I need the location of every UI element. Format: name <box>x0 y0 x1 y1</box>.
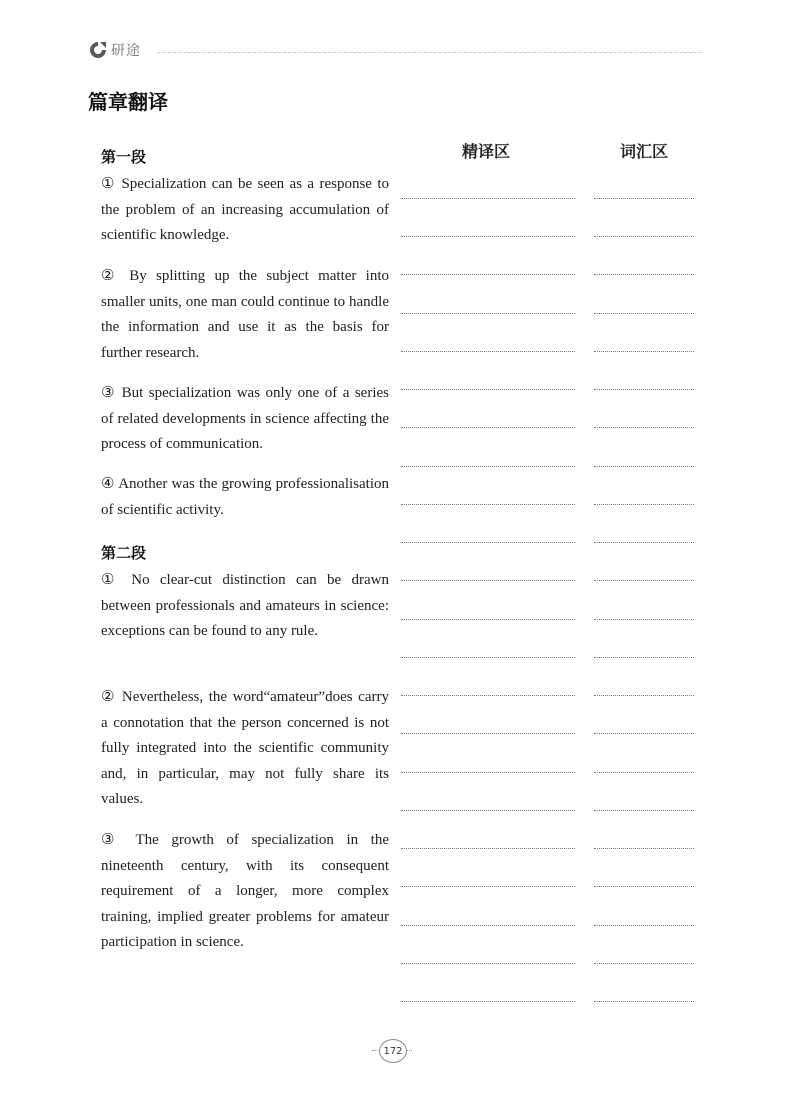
cihui-line[interactable] <box>594 772 694 773</box>
jingyi-line[interactable] <box>401 236 575 237</box>
cihui-line[interactable] <box>594 198 694 199</box>
paragraph-2-sentence-2: ② Nevertheless, the word“amateur”does carry a connotation that the person concerned is not fully integrated into the scientific community and, in particular, may not fully share its values. <box>101 689 389 808</box>
cihui-line[interactable] <box>594 886 694 887</box>
cihui-line[interactable] <box>594 427 694 428</box>
page-number: 172 <box>379 1039 407 1063</box>
cihui-line[interactable] <box>594 733 694 734</box>
jingyi-line[interactable] <box>401 848 575 849</box>
jingyi-line[interactable] <box>401 542 575 543</box>
cihui-line[interactable] <box>594 925 694 926</box>
cihui-line[interactable] <box>594 963 694 964</box>
page-header <box>88 40 702 64</box>
paragraph-1-sentence-4: ④ Another was the growing professionalisation of scientific activity. <box>101 476 389 518</box>
paragraph-1-sentence-1: ① Specialization can be seen as a response to the problem of an increasing accumulation of scientific knowledge. <box>101 176 389 244</box>
jingyi-line[interactable] <box>401 810 575 811</box>
cihui-line[interactable] <box>594 504 694 505</box>
jingyi-line[interactable] <box>401 1001 575 1002</box>
header-divider <box>158 52 702 53</box>
brand-logo-icon <box>88 40 108 60</box>
cihui-line[interactable] <box>594 810 694 811</box>
cihui-line[interactable] <box>594 1001 694 1002</box>
jingyi-line[interactable] <box>401 580 575 581</box>
cihui-line[interactable] <box>594 580 694 581</box>
paragraph-2-sentence-1: ① No clear-cut distinction can be drawn between professionals and amateurs in science: exceptions can be found to any rule. <box>101 572 389 640</box>
jingyi-line[interactable] <box>401 925 575 926</box>
cihui-line[interactable] <box>594 657 694 658</box>
paragraph-2-heading: 第二段 <box>101 544 147 562</box>
jingyi-line[interactable] <box>401 389 575 390</box>
cihui-line[interactable] <box>594 313 694 314</box>
jingyi-line[interactable] <box>401 963 575 964</box>
cihui-line[interactable] <box>594 848 694 849</box>
paragraph-1-sentence-2: ② By splitting up the subject matter into smaller units, one man could continue to handle the information and use it as the basis for further research. <box>101 268 389 361</box>
jingyi-line[interactable] <box>401 274 575 275</box>
jingyi-line[interactable] <box>401 313 575 314</box>
jingyi-line[interactable] <box>401 886 575 887</box>
column-heading-cihui: 词汇区 <box>620 142 669 161</box>
jingyi-line[interactable] <box>401 351 575 352</box>
paragraph-1-sentence-3: ③ But specialization was only one of a series of related developments in science affecting the process of communication. <box>101 385 389 453</box>
cihui-line[interactable] <box>594 695 694 696</box>
brand-logo <box>88 40 141 60</box>
paragraph-1-heading: 第一段 <box>101 148 147 166</box>
cihui-line[interactable] <box>594 351 694 352</box>
cihui-line[interactable] <box>594 274 694 275</box>
cihui-line[interactable] <box>594 466 694 467</box>
brand-logo-text: 研途 <box>111 43 141 59</box>
jingyi-line[interactable] <box>401 427 575 428</box>
jingyi-line[interactable] <box>401 657 575 658</box>
cihui-line[interactable] <box>594 389 694 390</box>
jingyi-line[interactable] <box>401 733 575 734</box>
jingyi-line[interactable] <box>401 695 575 696</box>
cihui-line[interactable] <box>594 542 694 543</box>
jingyi-line[interactable] <box>401 619 575 620</box>
cihui-line[interactable] <box>594 236 694 237</box>
jingyi-line[interactable] <box>401 504 575 505</box>
paragraph-2-sentence-3: ③ The growth of specialization in the nineteenth century, with its consequent requirement of a longer, more complex training, implied greater problems for amateur participation in science. <box>101 832 389 951</box>
section-title: 篇章翻译 <box>88 90 168 114</box>
jingyi-line[interactable] <box>401 772 575 773</box>
jingyi-line[interactable] <box>401 466 575 467</box>
cihui-line[interactable] <box>594 619 694 620</box>
jingyi-line[interactable] <box>401 198 575 199</box>
column-heading-jingyi: 精译区 <box>462 142 511 161</box>
